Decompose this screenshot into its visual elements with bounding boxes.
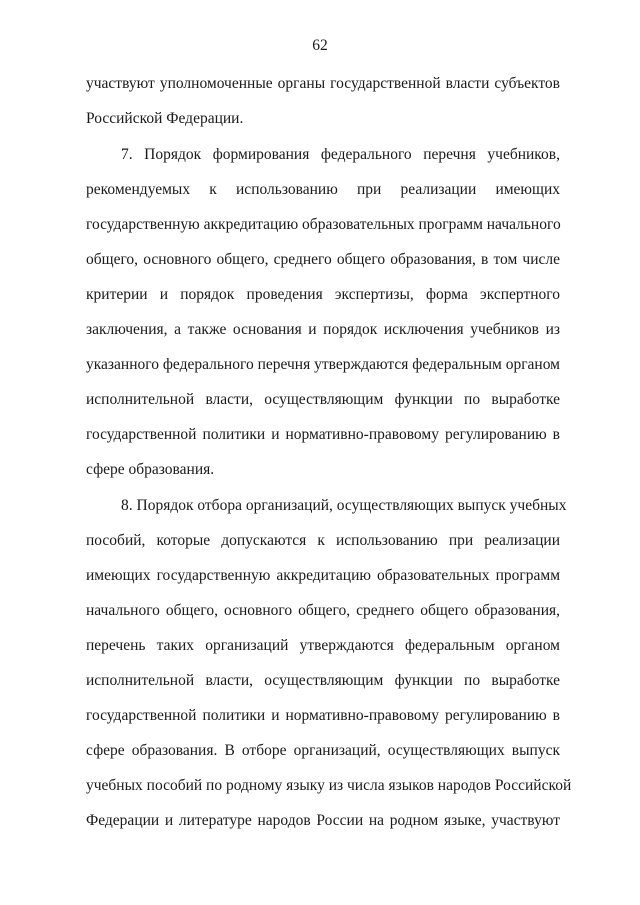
text-line: исполнительной власти, осуществляющим функции по выработке [86, 672, 560, 689]
text-line: учебных пособий по родному языку из числа языков народов Российской [86, 777, 572, 794]
text-line: исполнительной власти, осуществляющим функции по выработке [86, 391, 560, 408]
text-line: заключения, а также основания и порядок исключения учебников из [86, 321, 560, 338]
text-line: 7. Порядок формирования федерального перечня учебников, [121, 146, 560, 163]
text-line: участвуют уполномоченные органы государственной власти субъектов [86, 75, 560, 92]
text-line: имеющих государственную аккредитацию образовательных программ [86, 567, 560, 584]
text-line: пособий, которые допускаются к использованию при реализации [86, 532, 560, 549]
text-line: Федерации и литературе народов России на родном языке, участвуют [86, 812, 560, 829]
text-line: общего, основного общего, среднего общего образования, в том числе [86, 251, 560, 268]
text-line: государственной политики и нормативно-правовому регулированию в [86, 426, 560, 443]
text-line: указанного федерального перечня утверждаются федеральным органом [86, 356, 560, 373]
page-number: 62 [312, 37, 328, 54]
text-line: сфере образования. [86, 461, 215, 478]
text-line: рекомендуемых к использованию при реализации имеющих [86, 181, 560, 198]
text-line: перечень таких организаций утверждаются федеральным органом [86, 637, 560, 654]
text-line: государственной политики и нормативно-правовому регулированию в [86, 707, 560, 724]
text-line: государственную аккредитацию образовательных программ начального [86, 216, 561, 233]
text-line: критерии и порядок проведения экспертизы, форма экспертного [86, 286, 560, 303]
text-line: сфере образования. В отборе организаций, осуществляющих выпуск [86, 742, 560, 759]
text-line: 8. Порядок отбора организаций, осуществляющих выпуск учебных [121, 497, 567, 514]
text-line: Российской Федерации. [86, 110, 244, 127]
text-line: начального общего, основного общего, среднего общего образования, [86, 602, 560, 619]
